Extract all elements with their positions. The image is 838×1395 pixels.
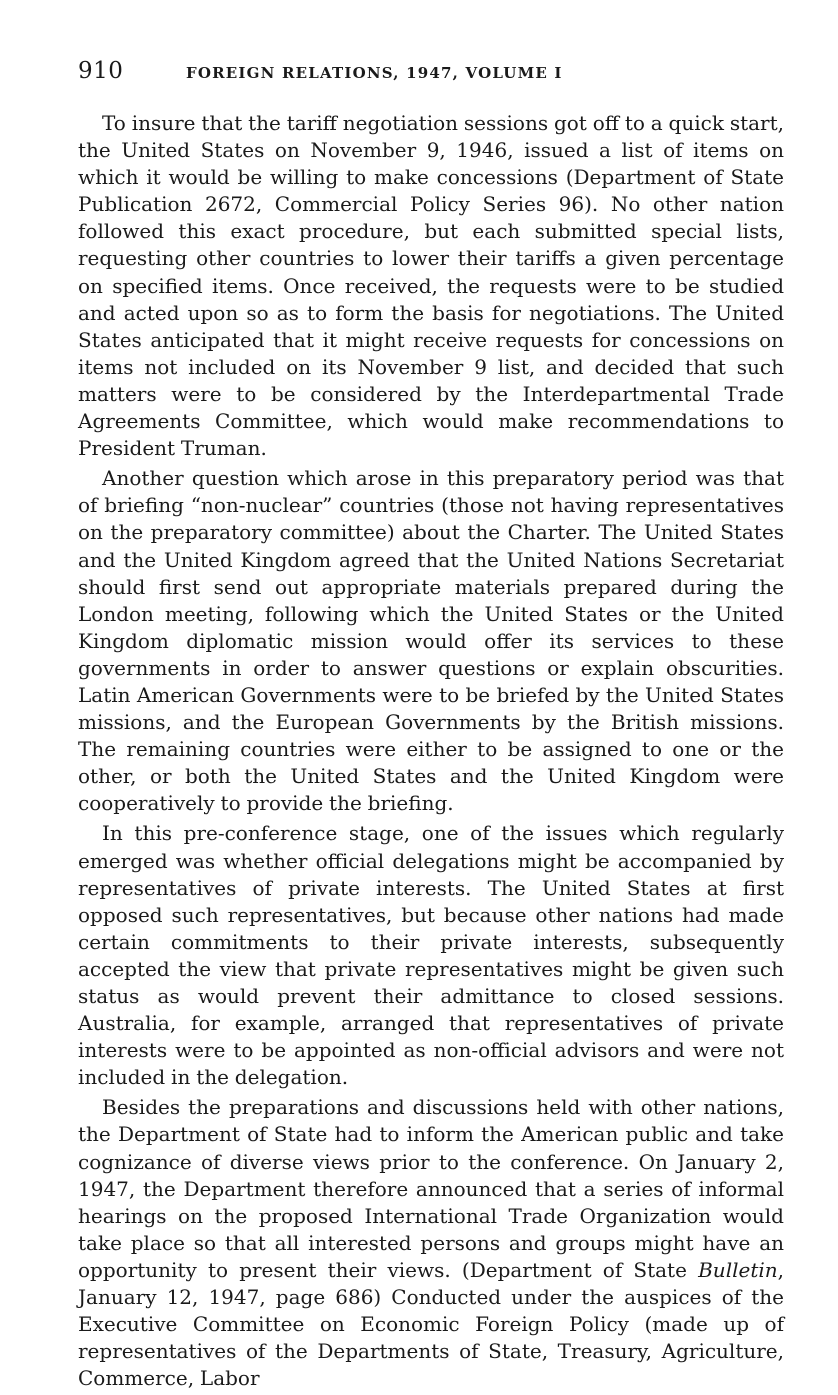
paragraph-tariff-negotiations: To insure that the tariff negotiation sessions got off to a quick start, the United States on November 9, 1946, issued a list of items on which it would be willing to make concessions (Department of State Publication 2672, Commercial Policy Series 96). No other nation followed this exact procedure, but each submitted special lists, requesting other countries to lower their tariffs a given percentage on specified items. Once received, the requests were to be studied and acted upon so as to form the basis for negotiations. The United States anticipated that it might receive requests for concessions on items not included on its November 9 list, and decided that such matters were to be considered by the Interdepartmental Trade Agreements Committee, which would make recommendations to President Truman. bbox=[78, 111, 784, 461]
bulletin-citation: Bulletin bbox=[698, 1257, 778, 1282]
paragraph-public-hearings bbox=[78, 1094, 784, 1392]
running-head-title: FOREIGN RELATIONS, 1947, VOLUME I bbox=[186, 64, 563, 82]
paragraph-text-before: Besides the preparations and discussions held with other nations, the Department of State had to inform the American public and take cognizance of diverse views prior to the conference. On January 2, 1947, the Department therefore announced that a series of informal hearings on the proposed International Trade Organization would take place so that all interested persons and groups might have an opportunity to present their views. (Department of State bbox=[78, 1095, 784, 1282]
running-head bbox=[78, 58, 784, 92]
document-page bbox=[78, 58, 784, 1395]
paragraph-private-interests: In this pre-conference stage, one of the issues which regularly emerged was whether official delegations might be accompanied by representatives of private interests. The United States at first opposed such representatives, but because other nations had made certain commitments to their private interests, subsequently accepted the view that private representatives might be given such status as would prevent their admittance to closed sessions. Australia, for example, arranged that representatives of private interests were to be appointed as non-official advisors and were not included in the delegation. bbox=[78, 821, 784, 1090]
paragraph-briefing-non-nuclear: Another question which arose in this preparatory period was that of briefing “non-nuclear” countries (those not having representatives on the preparatory committee) about the Charter. The United States and the United Kingdom agreed that the United Nations Secretariat should first send out appropriate materials prepared during the London meeting, following which the United States or the United Kingdom diplomatic mission would offer its services to these governments in order to answer questions or explain obscurities. Latin American Governments were to be briefed by the United States missions, and the European Governments by the British missions. The remaining countries were either to be assigned to one or the other, or both the United States and the United Kingdom were cooperatively to provide the briefing. bbox=[78, 466, 784, 816]
page-number: 910 bbox=[78, 58, 124, 84]
paragraph-text-after: , January 12, 1947, page 686) Conducted under the auspices of the Executive Committee on Economic Foreign Policy (made up of representatives of the Departments of State, Treasury, Agriculture, Commerce, Labor bbox=[78, 1257, 784, 1391]
